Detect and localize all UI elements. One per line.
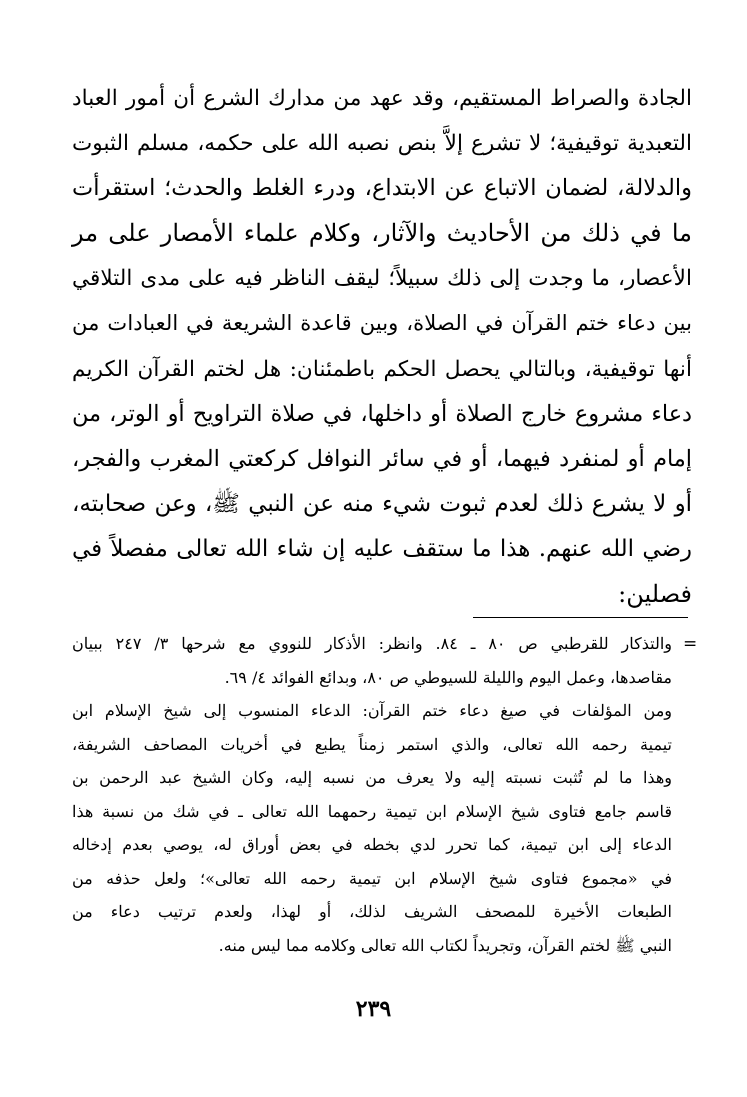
main-text-line: بين دعاء ختم القرآن في الصلاة، وبين قاعدة الشريعة في العبادات من	[72, 311, 692, 337]
main-text-line: الجادة والصراط المستقيم، وقد عهد من مدارك الشرع أن أمور العباد	[72, 86, 692, 111]
footnote-line: مقاصدها، وعمل اليوم والليلة للسيوطي ص ٨٠، وبدائع الفوائد ٤/ ٦٩.	[224, 667, 672, 687]
footnote-line: ومن المؤلفات في صيغ دعاء ختم القرآن: الدعاء المنسوب إلى شيخ الإسلام ابن	[72, 701, 672, 720]
main-text-line: دعاء مشروع خارج الصلاة أو داخلها، في صلاة التراويح أو الوتر، من	[72, 400, 692, 427]
main-text-line: أنها توقيفية، وبالتالي يحصل الحكم باطمئنان: هل لختم القرآن الكريم	[72, 356, 692, 382]
main-text-line: والدلالة، لضمان الاتباع عن الابتداع، ودرء الغلط والحدث؛ استقرأت	[72, 175, 692, 202]
main-text-line: إمام أو لمنفرد فيهما، أو في سائر النوافل كركعتي المغرب والفجر،	[72, 445, 692, 472]
footnote-line: الدعاء إلى ابن تيمية، كما تحرر لدي بخطه في بعض أوراق له، يوصي بعدم إدخاله	[72, 835, 672, 854]
footnote-line: النبي ﷺ لختم القرآن، وتجريداً لكتاب الله تعالى وكلامه مما ليس منه.	[218, 935, 672, 955]
footnote-line: الطبعات الأخيرة للمصحف الشريف لذلك، أو لهذا، ولعدم ترتيب دعاء من	[72, 902, 672, 921]
main-text-line: التعبدية توقيفية؛ لا تشرع إلاَّ بنص نصبه الله على حكمه، مسلم الثبوت	[72, 131, 692, 157]
main-text-line: ما في ذلك من الأحاديث والآثار، وكلام علماء الأمصار على مر	[72, 219, 692, 248]
footnote-line: في «مجموع فتاوى شيخ الإسلام ابن تيمية رحمه الله تعالى»؛ ولعل حذفه من	[72, 868, 672, 888]
footnote-block	[72, 627, 672, 962]
footnote-line: تيمية رحمه الله تعالى، والذي استمر زمناً يطبع في أخريات المصاحف الشريفة،	[72, 734, 672, 754]
footnote-separator	[473, 617, 688, 618]
footnote-line: قاسم جامع فتاوى شيخ الإسلام ابن تيمية رحمهما الله تعالى ـ في شك من نسبة هذا	[72, 801, 672, 821]
main-text-line: رضي الله عنهم. هذا ما ستقف عليه إن شاء الله تعالى مفصلاً في	[72, 535, 692, 562]
main-text-line: الأعصار، ما وجدت إلى ذلك سبيلاً؛ ليقف الناظر فيه على مدى التلاقي	[72, 266, 692, 292]
footnote-line: وهذا ما لم تُثبت نسبته إليه ولا يعرف من نسبه إليه، وكان الشيخ عبد الرحمن بن	[72, 768, 672, 787]
page-number: ٢٣٩	[355, 996, 392, 1022]
main-text-line: أو لا يشرع ذلك لعدم ثبوت شيء منه عن النبي ﷺ، وعن صحابته،	[72, 490, 692, 517]
footnote-continuation-mark: =	[683, 634, 698, 654]
main-text-line: فصلين:	[618, 580, 692, 609]
main-text-block	[72, 76, 692, 617]
footnote-line: والتذكار للقرطبي ص ٨٠ ـ ٨٤. وانظر: الأذكار للنووي مع شرحها ٣/ ٢٤٧ ببيان	[72, 634, 673, 653]
